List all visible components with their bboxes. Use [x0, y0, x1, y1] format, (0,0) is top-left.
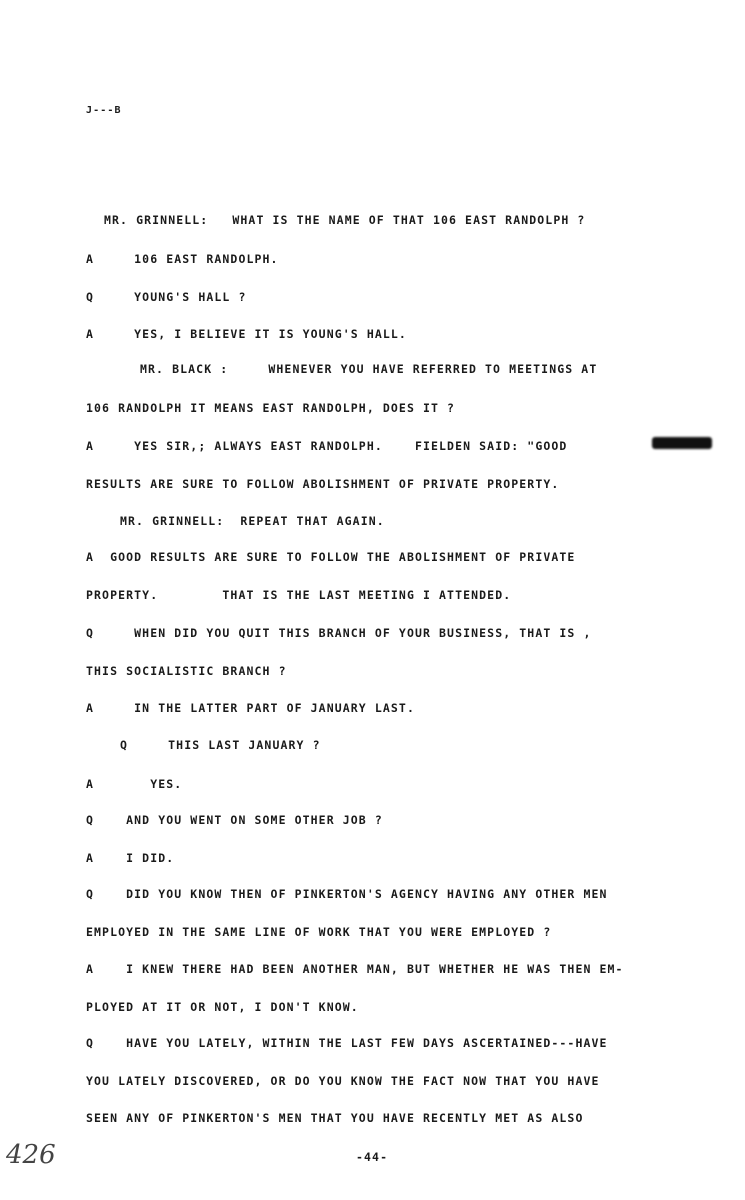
- line-5: MR. BLACK : WHENEVER YOU HAVE REFERRED TO MEETINGS AT: [140, 362, 598, 376]
- line-21: A I KNEW THERE HAD BEEN ANOTHER MAN, BUT WHETHER HE WAS THEN EM-: [86, 962, 624, 976]
- line-6: 106 RANDOLPH IT MEANS EAST RANDOLPH, DOES IT ?: [86, 401, 456, 415]
- ink-smudge: [652, 437, 712, 449]
- line-19: Q DID YOU KNOW THEN OF PINKERTON'S AGENCY HAVING ANY OTHER MEN: [86, 887, 608, 901]
- line-18: A I DID.: [86, 851, 175, 865]
- line-25: SEEN ANY OF PINKERTON'S MEN THAT YOU HAVE RECENTLY MET AS ALSO: [86, 1111, 584, 1125]
- line-23: Q HAVE YOU LATELY, WITHIN THE LAST FEW DAYS ASCERTAINED---HAVE: [86, 1036, 608, 1050]
- line-4: A YES, I BELIEVE IT IS YOUNG'S HALL.: [86, 327, 407, 341]
- page-number: -44-: [356, 1150, 389, 1164]
- line-24: YOU LATELY DISCOVERED, OR DO YOU KNOW THE FACT NOW THAT YOU HAVE: [86, 1074, 600, 1088]
- line-3: Q YOUNG'S HALL ?: [86, 290, 247, 304]
- line-2: A 106 EAST RANDOLPH.: [86, 252, 279, 266]
- line-12: Q WHEN DID YOU QUIT THIS BRANCH OF YOUR BUSINESS, THAT IS ,: [86, 626, 592, 640]
- line-7: A YES SIR,; ALWAYS EAST RANDOLPH. FIELDEN SAID: "GOOD: [86, 439, 568, 453]
- line-15: Q THIS LAST JANUARY ?: [120, 738, 321, 752]
- header-code: J---B: [86, 105, 122, 116]
- line-17: Q AND YOU WENT ON SOME OTHER JOB ?: [86, 813, 383, 827]
- line-14: A IN THE LATTER PART OF JANUARY LAST.: [86, 701, 415, 715]
- line-9: MR. GRINNELL: REPEAT THAT AGAIN.: [120, 514, 385, 528]
- line-8: RESULTS ARE SURE TO FOLLOW ABOLISHMENT OF PRIVATE PROPERTY.: [86, 477, 560, 491]
- line-13: THIS SOCIALISTIC BRANCH ?: [86, 664, 287, 678]
- line-20: EMPLOYED IN THE SAME LINE OF WORK THAT YOU WERE EMPLOYED ?: [86, 925, 552, 939]
- handwritten-page-note: 426: [6, 1140, 56, 1170]
- line-1: MR. GRINNELL: WHAT IS THE NAME OF THAT 106 EAST RANDOLPH ?: [104, 213, 586, 227]
- line-22: PLOYED AT IT OR NOT, I DON'T KNOW.: [86, 1000, 359, 1014]
- line-16: A YES.: [86, 777, 183, 791]
- line-11: PROPERTY. THAT IS THE LAST MEETING I ATTENDED.: [86, 588, 512, 602]
- line-10: A GOOD RESULTS ARE SURE TO FOLLOW THE ABOLISHMENT OF PRIVATE: [86, 550, 576, 564]
